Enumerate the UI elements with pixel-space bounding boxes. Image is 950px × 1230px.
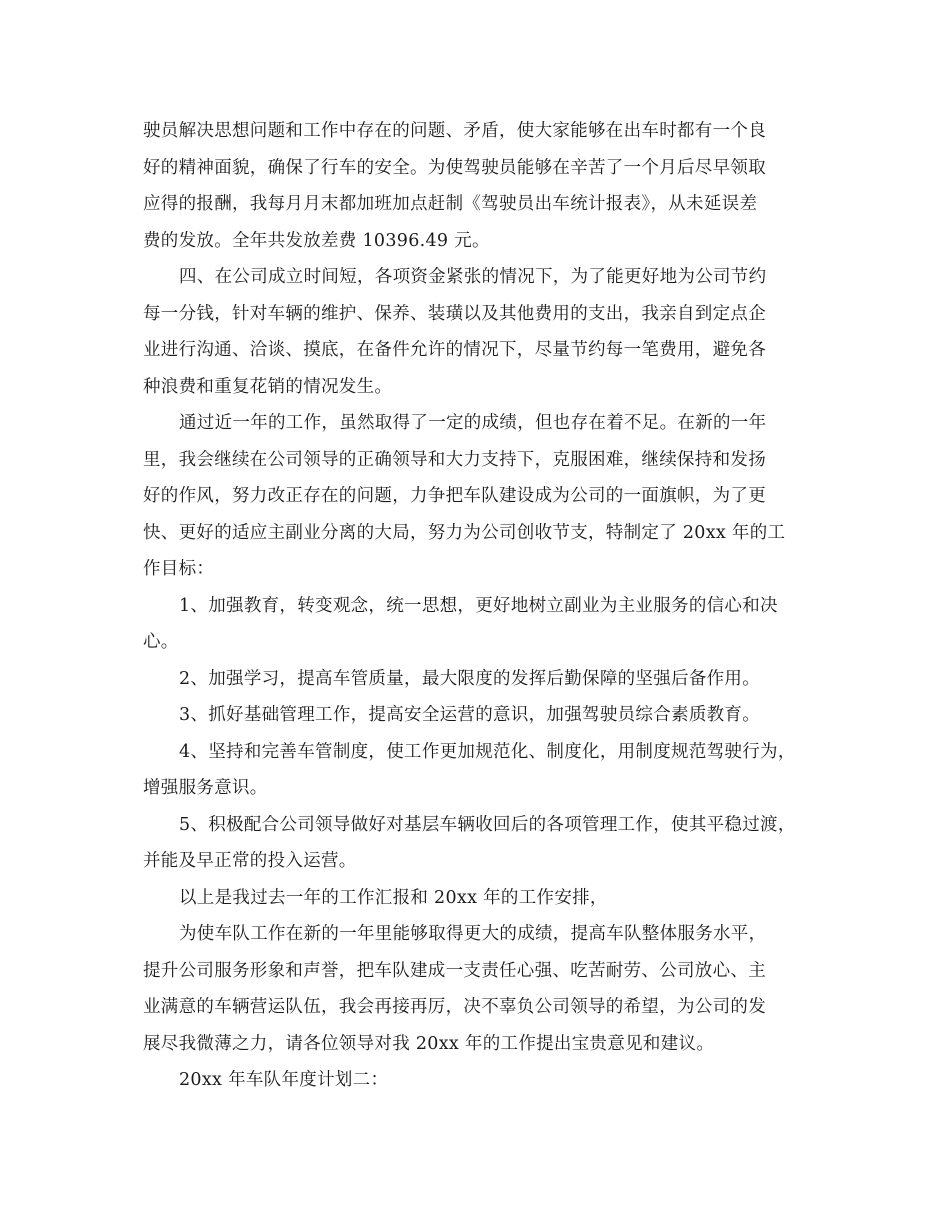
text-line: 1、加强教育，转变观念，统一思想，更好地树立副业为主业服务的信心和决 — [179, 595, 778, 616]
text-line: 20xx 年车队年度计划二： — [179, 1070, 389, 1090]
text-line: 种浪费和重复花销的情况发生。 — [143, 376, 393, 397]
list-item-goal-2 — [143, 661, 821, 698]
text-line: 为使车队工作在新的一年里能够取得更大的成绩，提高车队整体服务水平， — [179, 924, 767, 944]
text-line: 并能及早正常的投入运营。 — [143, 851, 357, 871]
paragraph-driver-allowance — [143, 113, 821, 259]
text-line: 好的作风，努力改正存在的问题，力争把车队建设成为公司的一面旗帜，为了更 — [143, 486, 766, 506]
text-line: 里，我会继续在公司领导的正确领导和大力支持下，克服困难，继续保持和发扬 — [143, 449, 766, 470]
list-item-goal-3 — [143, 697, 821, 734]
text-line: 增强服务意识。 — [143, 778, 268, 798]
paragraph-report-closing — [143, 880, 821, 917]
text-line: 四、在公司成立时间短，各项资金紧张的情况下，为了能更好地为公司节约 — [179, 267, 767, 287]
list-item-goal-5 — [143, 807, 821, 880]
text-line: 以上是我过去一年的工作汇报和 20xx 年的工作安排， — [179, 887, 608, 908]
text-line: 展尽我微薄之力，请各位领导对我 20xx 年的工作提出宝贵意见和建议。 — [143, 1033, 715, 1054]
section-heading-plan-two — [143, 1062, 821, 1099]
text-line: 业进行沟通、洽谈、摸底，在备件允许的情况下，尽量节约每一笔费用，避免各 — [143, 340, 766, 360]
text-line: 3、抓好基础管理工作，提高安全运营的意识，加强驾驶员综合素质教育。 — [179, 705, 761, 725]
paragraph-cost-saving — [143, 259, 821, 405]
document-body — [143, 113, 821, 1099]
paragraph-summary-goals — [143, 405, 821, 588]
text-line: 费的发放。全年共发放差费 10396.49 元。 — [143, 230, 490, 251]
text-line: 业满意的车辆营运队伍，我会再接再厉，决不辜负公司领导的希望，为公司的发 — [143, 997, 766, 1017]
text-line: 应得的报酬，我每月月末都加班加点赶制《驾驶员出车统计报表》，从未延误差 — [143, 194, 758, 214]
list-item-goal-4 — [143, 734, 821, 807]
text-line: 通过近一年的工作，虽然取得了一定的成绩，但也存在着不足。在新的一年 — [179, 413, 767, 433]
text-line: 4、坚持和完善车管制度，使工作更加规范化、制度化，用制度规范驾驶行为， — [179, 741, 796, 762]
text-line: 提升公司服务形象和声誉，把车队建成一支责任心强、吃苦耐劳、公司放心、主 — [143, 960, 766, 981]
paragraph-commitment — [143, 916, 821, 1062]
text-line: 好的精神面貌，确保了行车的安全。为使驾驶员能够在辛苦了一个月后尽早领取 — [143, 157, 766, 178]
text-line: 作目标： — [143, 559, 215, 579]
list-item-goal-1 — [143, 588, 821, 661]
text-line: 心。 — [143, 632, 179, 652]
text-line: 2、加强学习，提高车管质量，最大限度的发挥后勤保障的坚强后备作用。 — [179, 668, 761, 689]
text-line: 5、积极配合公司领导做好对基层车辆收回后的各项管理工作，使其平稳过渡， — [179, 814, 796, 835]
text-line: 快、更好的适应主副业分离的大局，努力为公司创收节支，特制定了 20xx 年的工 — [143, 522, 786, 543]
text-line: 驶员解决思想问题和工作中存在的问题、矛盾，使大家能够在出车时都有一个良 — [143, 121, 766, 141]
text-line: 每一分钱，针对车辆的维护、保养、装璜以及其他费用的支出，我亲自到定点企 — [143, 303, 766, 324]
